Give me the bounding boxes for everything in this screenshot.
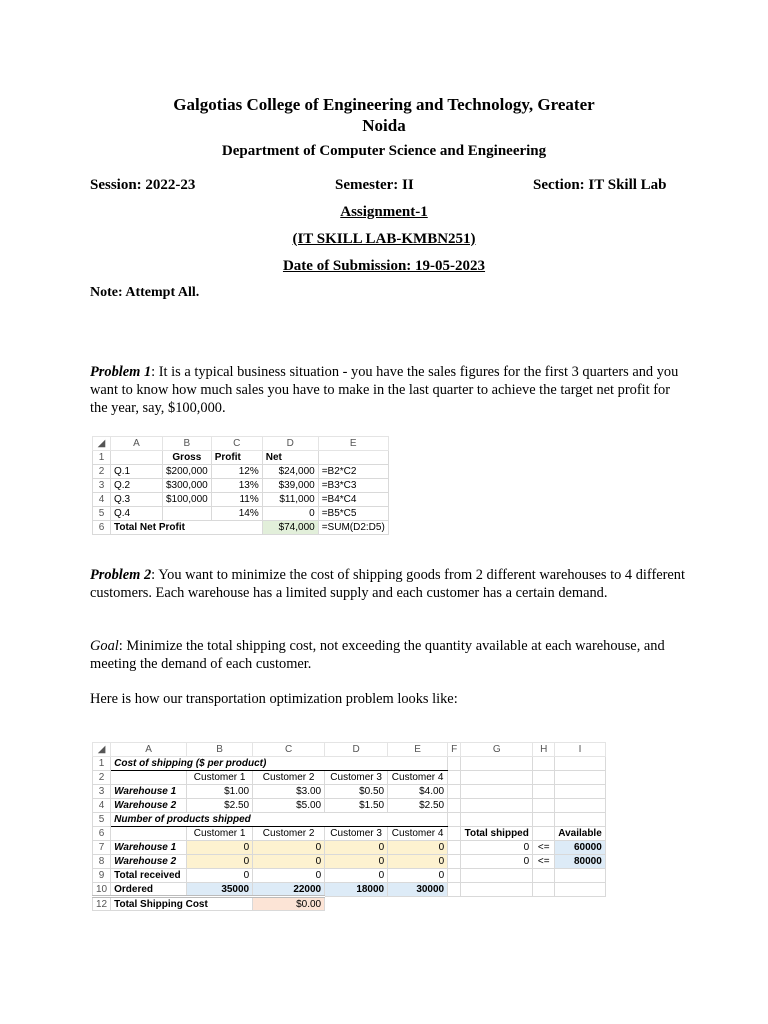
cell [111,771,187,785]
college-name-line2: Noida [362,116,406,135]
sheet1-row [93,521,389,535]
problem2-label: Problem 2 [90,567,152,583]
row-header: 4 [93,799,111,813]
note: Note: Attempt All. [90,285,200,300]
sheet2-row [93,855,606,869]
problem2-text [90,566,690,602]
row-header: 12 [93,897,111,911]
problem1-label: Problem 1 [90,364,152,380]
sheet2-row [93,757,606,771]
row-header: 2 [93,465,111,479]
cell-gross: $300,000 [163,479,212,493]
sheet2-col-e: E [388,743,448,757]
sheet2-col-i: I [555,743,606,757]
problem1-body: : It is a typical business situation - you have the sales figures for the first 3 quarters and you want to know how much sales you have to make in the last quarter to achieve the target net profit for the year, say, $100,000. [90,364,679,416]
sheet2-row [93,799,606,813]
cell-total-cost-label: Total Shipping Cost [111,897,253,911]
cell-ordered: 22000 [253,883,325,897]
assignment-title: Assignment-1 [340,204,428,220]
cell-quarter: Q.4 [111,507,163,521]
submission-date: Date of Submission: 19-05-2023 [282,258,486,274]
sheet2-row [93,841,606,855]
cell-gross: $100,000 [163,493,212,507]
cell-operator: <= [533,841,555,855]
cell-available-header: Available [555,827,606,841]
cell-available: 80000 [555,855,606,869]
cell [448,855,461,869]
sheet2-row [93,813,606,827]
problem1-text [90,363,690,417]
cell-customer-header: Customer 4 [388,827,448,841]
cell [111,827,187,841]
row-header: 6 [93,827,111,841]
cell-profit: 11% [211,493,262,507]
cell-cost: $2.50 [388,799,448,813]
cell-customer-header: Customer 4 [388,771,448,785]
section-label: Section: IT Skill Lab [533,177,667,193]
row-header: 1 [93,757,111,771]
sheet2-col-h: H [533,743,555,757]
problem2-spreadsheet [92,742,606,911]
sheet1-col-b: B [163,437,212,451]
cell-ordered: 35000 [187,883,253,897]
cell-customer-header: Customer 3 [325,827,388,841]
sheet1-col-e: E [318,437,388,451]
cell-available: 60000 [555,841,606,855]
sheet2-col-c: C [253,743,325,757]
cell-formula: =B5*C5 [318,507,388,521]
cell-net: $39,000 [262,479,318,493]
sheet1-col-c: C [211,437,262,451]
row-header: 8 [93,855,111,869]
cell-formula: =SUM(D2:D5) [318,521,388,535]
cell-cost: $1.50 [325,799,388,813]
department-name: Department of Computer Science and Engineering [221,143,547,159]
sheet2-row [93,869,606,883]
row-header: 4 [93,493,111,507]
row-header: 7 [93,841,111,855]
cell-profit: 12% [211,465,262,479]
row-header: 10 [93,883,111,897]
course-code: (IT SKILL LAB-KMBN251) [292,231,476,247]
sheet2-column-headers [93,743,606,757]
sheet1-col-d: D [262,437,318,451]
cell [448,841,461,855]
sheet2-corner: ◢ [93,743,111,757]
goal-body: : Minimize the total shipping cost, not exceeding the quantity available at each warehouse, and meeting the demand of each customer. [90,638,665,672]
sheet1-row [93,479,389,493]
cell-total-shipped: 0 [461,841,533,855]
sheet1-column-headers [93,437,389,451]
goal-label: Goal [90,638,119,654]
cell-profit-header: Profit [211,451,262,465]
cell [111,451,163,465]
cell-cost: $5.00 [253,799,325,813]
cell-customer-header: Customer 1 [187,771,253,785]
goal-text [90,637,690,673]
session-label: Session: 2022-23 [90,177,196,193]
semester-label: Semester: II [335,177,414,193]
cell-ordered: 18000 [325,883,388,897]
cell-formula: =B3*C3 [318,479,388,493]
cell-total-cost: $0.00 [253,897,325,911]
cell-total-shipped-header: Total shipped [461,827,533,841]
cell-ordered-label: Ordered [111,883,187,897]
cell-received: 0 [187,869,253,883]
sheet1-row [93,507,389,521]
cell-profit: 13% [211,479,262,493]
cell-shipped: 0 [187,841,253,855]
cell [533,827,555,841]
cell-quarter: Q.1 [111,465,163,479]
sheet2-row [93,827,606,841]
cell-total-label: Total Net Profit [111,521,263,535]
cell-formula: =B2*C2 [318,465,388,479]
problem1-spreadsheet [92,436,389,535]
cell-customer-header: Customer 2 [253,827,325,841]
cell-operator: <= [533,855,555,869]
cell-gross: $200,000 [163,465,212,479]
sheet2-col-g: G [461,743,533,757]
sheet2-col-d: D [325,743,388,757]
row-header: 6 [93,521,111,535]
cell-received: 0 [253,869,325,883]
sheet2-col-a: A [111,743,187,757]
row-header: 5 [93,813,111,827]
cell-cost: $4.00 [388,785,448,799]
cell-cost: $3.00 [253,785,325,799]
cell-warehouse-label: Warehouse 2 [111,855,187,869]
cell-shipped: 0 [253,841,325,855]
cell-shipped-title: Number of products shipped [111,813,448,827]
cell-cost: $1.00 [187,785,253,799]
sheet2-col-b: B [187,743,253,757]
problem2-intro: Here is how our transportation optimization problem looks like: [90,691,458,707]
cell-total-net: $74,000 [262,521,318,535]
cell-total-received-label: Total received [111,869,187,883]
cell-customer-header: Customer 3 [325,771,388,785]
cell-net-header: Net [262,451,318,465]
row-header: 1 [93,451,111,465]
sheet2-row [93,785,606,799]
cell-shipped: 0 [253,855,325,869]
cell-quarter: Q.2 [111,479,163,493]
cell-shipped: 0 [187,855,253,869]
sheet1-row [93,465,389,479]
cell-cost: $2.50 [187,799,253,813]
cell-warehouse-label: Warehouse 1 [111,841,187,855]
college-name-line1: Galgotias College of Engineering and Technology, Greater [173,95,595,114]
cell [448,827,461,841]
cell-shipped: 0 [325,855,388,869]
cell-warehouse-label: Warehouse 1 [111,785,187,799]
cell-warehouse-label: Warehouse 2 [111,799,187,813]
row-header: 5 [93,507,111,521]
cell-total-shipped: 0 [461,855,533,869]
sheet2-col-f: F [448,743,461,757]
cell-cost: $0.50 [325,785,388,799]
cell-shipped: 0 [325,841,388,855]
cell-ordered: 30000 [388,883,448,897]
cell-gross [163,507,212,521]
sheet2-row [93,897,606,911]
cell-formula: =B4*C4 [318,493,388,507]
cell-shipped: 0 [388,855,448,869]
sheet2-row [93,883,606,897]
cell-received: 0 [388,869,448,883]
cell-received: 0 [325,869,388,883]
row-header: 3 [93,785,111,799]
sheet2-row [93,771,606,785]
cell [318,451,388,465]
row-header: 9 [93,869,111,883]
row-header: 3 [93,479,111,493]
cell-quarter: Q.3 [111,493,163,507]
sheet1-col-a: A [111,437,163,451]
cell-gross-header: Gross [163,451,212,465]
cell-customer-header: Customer 1 [187,827,253,841]
cell-customer-header: Customer 2 [253,771,325,785]
cell-cost-title: Cost of shipping ($ per product) [111,757,448,771]
row-header: 2 [93,771,111,785]
cell-profit: 14% [211,507,262,521]
problem2-body: : You want to minimize the cost of shipping goods from 2 different warehouses to 4 different customers. Each warehouse has a limited supply and each customer has a certain demand. [90,567,685,601]
cell-net: $24,000 [262,465,318,479]
cell-shipped: 0 [388,841,448,855]
sheet1-row [93,451,389,465]
sheet1-corner: ◢ [93,437,111,451]
cell-net: $11,000 [262,493,318,507]
sheet1-row [93,493,389,507]
cell-net: 0 [262,507,318,521]
